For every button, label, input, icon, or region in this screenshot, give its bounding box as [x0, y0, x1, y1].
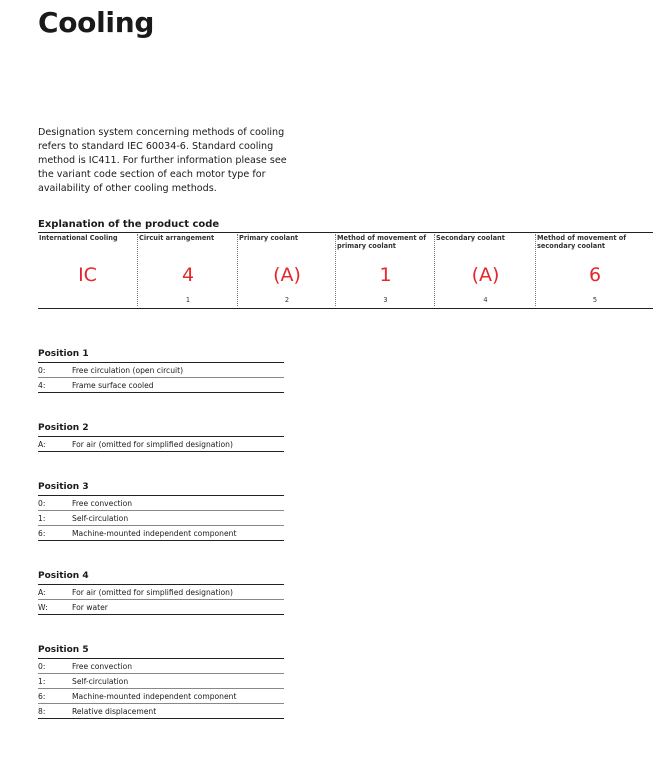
column-code: IC: [78, 264, 97, 286]
column-header: Secondary coolant: [436, 234, 505, 242]
column-header: Method of movement of primary coolant: [337, 234, 427, 250]
column-code: 6: [588, 264, 602, 286]
table-row: [38, 511, 284, 526]
column-code: (A): [471, 264, 500, 286]
column-header: International Cooling: [39, 234, 118, 242]
row-code: 1:: [38, 513, 46, 523]
column-position-number: 5: [592, 296, 598, 304]
row-code: A:: [38, 439, 46, 449]
column-position-number: 2: [284, 296, 290, 304]
row-code: 6:: [38, 528, 46, 538]
table-row: [38, 659, 284, 674]
row-description: For water: [72, 602, 108, 612]
column-code: 4: [181, 264, 195, 286]
position-1-table: [38, 349, 284, 393]
column-header: Primary coolant: [239, 234, 299, 242]
product-code-bottom-rule: [38, 308, 653, 309]
table-row: [38, 496, 284, 511]
page-title: Cooling: [38, 6, 155, 39]
position-title: Position 2: [38, 423, 284, 437]
row-description: Machine-mounted independent component: [72, 691, 237, 701]
table-row: [38, 585, 284, 600]
position-title: Position 4: [38, 571, 284, 585]
row-code: 0:: [38, 661, 46, 671]
row-code: W:: [38, 602, 48, 612]
table-row: [38, 378, 284, 393]
product-code-column-circuit-arrangement: [137, 234, 238, 306]
position-2-table: [38, 423, 284, 452]
column-header: Circuit arrangement: [139, 234, 215, 242]
row-description: Free circulation (open circuit): [72, 365, 184, 375]
product-code-column-primary-coolant: [237, 234, 336, 306]
position-5-table: [38, 645, 284, 719]
row-description: Relative displacement: [72, 706, 157, 716]
row-description: For air (omitted for simplified designation): [72, 439, 233, 449]
row-code: 6:: [38, 691, 46, 701]
product-code-column-primary-movement: [335, 234, 435, 306]
column-code: 1: [379, 264, 392, 286]
table-row: [38, 689, 284, 704]
row-description: Self-circulation: [72, 676, 129, 686]
intro-paragraph: Designation system concerning methods of cooling refers to standard IEC 60034-6. Standard cooling method is IC411. For further information please see the variant code section of each motor type for availability of other cooling methods.: [38, 127, 287, 194]
table-row: [38, 363, 284, 378]
table-row: [38, 674, 284, 689]
row-description: Free convection: [72, 661, 133, 671]
row-code: A:: [38, 587, 46, 597]
row-code: 8:: [38, 706, 46, 716]
position-title: Position 1: [38, 349, 284, 363]
product-code-column-secondary-coolant: [434, 234, 536, 306]
product-code-column-international-cooling: [38, 234, 137, 306]
column-code: (A): [273, 264, 301, 286]
row-description: Machine-mounted independent component: [72, 528, 237, 538]
table-row: [38, 704, 284, 719]
row-code: 0:: [38, 498, 46, 508]
column-header: Method of movement of secondary coolant: [537, 234, 627, 250]
row-description: Self-circulation: [72, 513, 129, 523]
row-code: 4:: [38, 380, 46, 390]
table-row: [38, 437, 284, 452]
product-code-top-rule: [38, 232, 653, 233]
position-title: Position 3: [38, 482, 284, 496]
column-position-number: 4: [483, 296, 488, 304]
row-code: 1:: [38, 676, 46, 686]
row-description: Free convection: [72, 498, 133, 508]
table-row: [38, 526, 284, 541]
row-description: For air (omitted for simplified designation): [72, 587, 233, 597]
row-description: Frame surface cooled: [72, 380, 154, 390]
table-row: [38, 600, 284, 615]
column-position-number: 3: [383, 296, 388, 304]
position-4-table: [38, 571, 284, 615]
product-code-heading: Explanation of the product code: [38, 219, 220, 230]
position-title: Position 5: [38, 645, 284, 659]
position-3-table: [38, 482, 284, 541]
row-code: 0:: [38, 365, 46, 375]
column-position-number: 1: [185, 296, 191, 304]
product-code-column-secondary-movement: [535, 234, 654, 306]
